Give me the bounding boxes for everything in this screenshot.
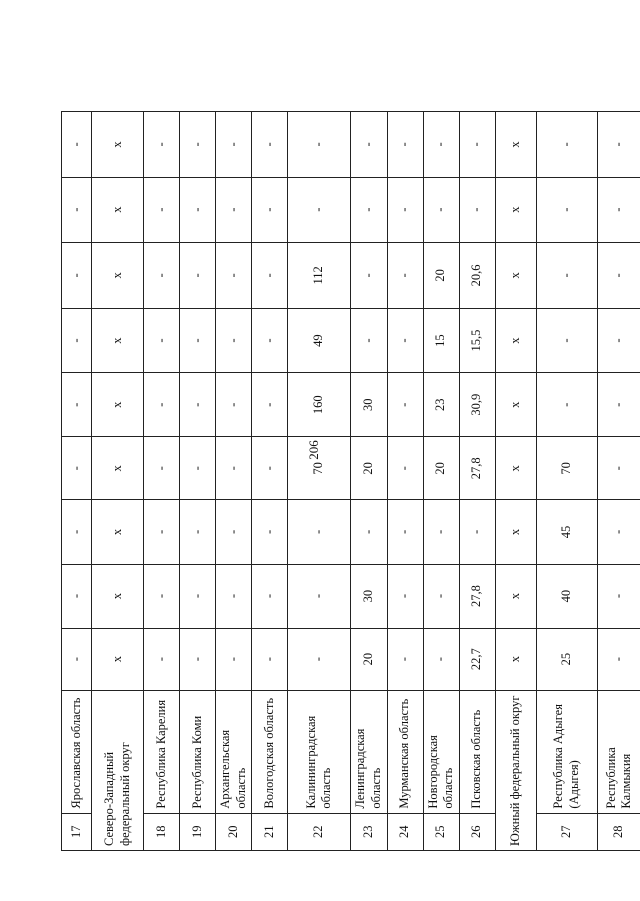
page-number: 206	[306, 440, 321, 460]
value-cell: -	[180, 500, 216, 564]
row-number-cell: 28	[597, 813, 640, 850]
value-cell: х	[92, 500, 144, 564]
value-cell: -	[423, 564, 459, 628]
value-cell: -	[216, 373, 252, 437]
value-cell: -	[62, 242, 92, 308]
value-cell: х	[495, 177, 536, 242]
table-group-row	[92, 47, 144, 851]
value-cell: 15	[423, 309, 459, 373]
value-cell: 45	[536, 500, 597, 564]
value-cell: -	[387, 177, 423, 242]
row-number-cell: 23	[351, 813, 387, 850]
value-cell: 20,6	[459, 242, 495, 308]
value-cell: х	[92, 177, 144, 242]
value-cell: 70	[536, 437, 597, 500]
value-cell: -	[180, 242, 216, 308]
value-cell: -	[459, 500, 495, 564]
value-cell: -	[62, 177, 92, 242]
value-cell: -	[62, 112, 92, 177]
value-cell: -	[597, 437, 640, 500]
value-cell: 30,9	[459, 373, 495, 437]
row-number-cell: 17	[62, 813, 92, 850]
value-cell: -	[252, 177, 288, 242]
value-cell: 23	[423, 373, 459, 437]
value-cell: 40	[536, 564, 597, 628]
value-cell: -	[387, 309, 423, 373]
value-cell: 49	[288, 309, 351, 373]
value-cell: х	[495, 373, 536, 437]
value-cell: -	[144, 437, 180, 500]
region-name-cell: Вологодская область	[252, 690, 288, 813]
value-cell: -	[536, 112, 597, 177]
value-cell: -	[216, 309, 252, 373]
value-cell: -	[536, 373, 597, 437]
value-cell: х	[92, 242, 144, 308]
table-row	[180, 47, 216, 851]
table-group-row	[495, 47, 536, 851]
value-cell: х	[495, 309, 536, 373]
value-cell: -	[536, 242, 597, 308]
region-name-cell: Республика Калмыкия	[597, 690, 640, 813]
region-name-cell: Республика Адыгея (Адыгея)	[536, 690, 597, 813]
value-cell: -	[387, 628, 423, 690]
value-cell: -	[597, 242, 640, 308]
value-cell: -	[62, 309, 92, 373]
table-row	[351, 47, 387, 851]
value-cell: х	[495, 437, 536, 500]
value-cell: 27,8	[459, 437, 495, 500]
value-cell: -	[144, 564, 180, 628]
value-cell: -	[180, 112, 216, 177]
value-cell: -	[62, 628, 92, 690]
table-row	[387, 47, 423, 851]
value-cell: -	[597, 112, 640, 177]
row-number-cell: 27	[536, 813, 597, 850]
value-cell: -	[252, 242, 288, 308]
value-cell: -	[216, 500, 252, 564]
value-cell: -	[62, 373, 92, 437]
value-cell: -	[144, 112, 180, 177]
value-cell: 20	[423, 437, 459, 500]
value-cell: х	[92, 437, 144, 500]
value-cell: 160	[288, 373, 351, 437]
value-cell: -	[351, 112, 387, 177]
value-cell: 112	[288, 242, 351, 308]
region-name-cell: Калининградская область	[288, 690, 351, 813]
region-name-cell: Республика Карелия	[144, 690, 180, 813]
value-cell: -	[180, 309, 216, 373]
value-cell: х	[92, 309, 144, 373]
value-cell: -	[62, 564, 92, 628]
value-cell: -	[351, 177, 387, 242]
region-name-cell: Псковская область	[459, 690, 495, 813]
row-number-cell: 21	[252, 813, 288, 850]
value-cell: -	[216, 628, 252, 690]
value-cell: 20	[351, 628, 387, 690]
value-cell: 27,8	[459, 564, 495, 628]
value-cell: -	[597, 628, 640, 690]
value-cell: -	[459, 177, 495, 242]
value-cell: -	[144, 373, 180, 437]
value-cell: -	[387, 437, 423, 500]
region-name-cell: Мурманская область	[387, 690, 423, 813]
value-cell: -	[536, 177, 597, 242]
value-cell: -	[252, 437, 288, 500]
value-cell: х	[92, 564, 144, 628]
value-cell: х	[495, 112, 536, 177]
table-row	[216, 47, 252, 851]
value-cell: -	[387, 373, 423, 437]
value-cell: х	[92, 112, 144, 177]
value-cell: -	[423, 500, 459, 564]
region-name-cell: Республика Коми	[180, 690, 216, 813]
value-cell: -	[288, 500, 351, 564]
value-cell: -	[288, 177, 351, 242]
value-cell: -	[144, 500, 180, 564]
value-cell: х	[92, 373, 144, 437]
table-row	[62, 47, 92, 851]
value-cell: х	[92, 628, 144, 690]
district-name-cell: Южный федеральный округ	[495, 690, 536, 850]
table-row	[459, 47, 495, 851]
value-cell: -	[387, 564, 423, 628]
row-number-cell: 25	[423, 813, 459, 850]
value-cell: -	[216, 437, 252, 500]
value-cell: -	[216, 112, 252, 177]
value-cell: -	[216, 564, 252, 628]
value-cell: -	[144, 177, 180, 242]
value-cell: -	[597, 177, 640, 242]
value-cell: -	[288, 628, 351, 690]
value-cell: -	[180, 177, 216, 242]
table-row	[252, 47, 288, 851]
value-cell: -	[597, 500, 640, 564]
table-row	[144, 47, 180, 851]
value-cell: -	[459, 112, 495, 177]
value-cell: -	[423, 112, 459, 177]
value-cell: -	[180, 628, 216, 690]
table-row	[536, 47, 597, 851]
value-cell: х	[495, 242, 536, 308]
value-cell: -	[597, 373, 640, 437]
region-name-cell: Архангельская область	[216, 690, 252, 813]
value-cell: 30	[351, 373, 387, 437]
value-cell: -	[252, 628, 288, 690]
row-number-cell: 20	[216, 813, 252, 850]
value-cell: -	[423, 177, 459, 242]
value-cell: -	[597, 309, 640, 373]
value-cell: 20	[351, 437, 387, 500]
value-cell: -	[351, 242, 387, 308]
region-name-cell: Ленинградская область	[351, 690, 387, 813]
value-cell: -	[252, 112, 288, 177]
value-cell: -	[252, 564, 288, 628]
table-row	[288, 47, 351, 851]
value-cell: 20	[423, 242, 459, 308]
region-name-cell: Ярославская область	[62, 690, 92, 813]
region-name-cell: Новгородская область	[423, 690, 459, 813]
table-row	[423, 47, 459, 851]
value-cell: -	[252, 309, 288, 373]
value-cell: -	[180, 373, 216, 437]
value-cell: х	[495, 628, 536, 690]
row-number-cell: 22	[288, 813, 351, 850]
value-cell: -	[288, 564, 351, 628]
value-cell: -	[288, 112, 351, 177]
value-cell: 15,5	[459, 309, 495, 373]
region-data-table	[61, 46, 640, 851]
value-cell: х	[495, 500, 536, 564]
row-number-cell: 18	[144, 813, 180, 850]
value-cell: -	[387, 242, 423, 308]
value-cell: -	[62, 437, 92, 500]
value-cell: -	[387, 112, 423, 177]
value-cell: х	[495, 564, 536, 628]
district-name-cell: Северо-Западный федеральный округ	[92, 690, 144, 850]
table-row	[597, 47, 640, 851]
value-cell: -	[144, 309, 180, 373]
row-number-cell: 24	[387, 813, 423, 850]
row-number-cell: 26	[459, 813, 495, 850]
value-cell: -	[144, 242, 180, 308]
value-cell: -	[387, 500, 423, 564]
value-cell: -	[423, 628, 459, 690]
value-cell: 30	[351, 564, 387, 628]
rotated-table-container	[61, 46, 634, 851]
row-number-cell: 19	[180, 813, 216, 850]
value-cell: -	[252, 373, 288, 437]
value-cell: 25	[536, 628, 597, 690]
value-cell: -	[351, 309, 387, 373]
value-cell: 22,7	[459, 628, 495, 690]
value-cell: -	[180, 437, 216, 500]
value-cell: -	[216, 177, 252, 242]
value-cell: -	[597, 564, 640, 628]
value-cell: -	[536, 309, 597, 373]
value-cell: -	[144, 628, 180, 690]
value-cell: -	[62, 500, 92, 564]
value-cell: -	[180, 564, 216, 628]
value-cell: -	[252, 500, 288, 564]
value-cell: 70	[288, 437, 351, 500]
value-cell: -	[351, 500, 387, 564]
value-cell: -	[216, 242, 252, 308]
